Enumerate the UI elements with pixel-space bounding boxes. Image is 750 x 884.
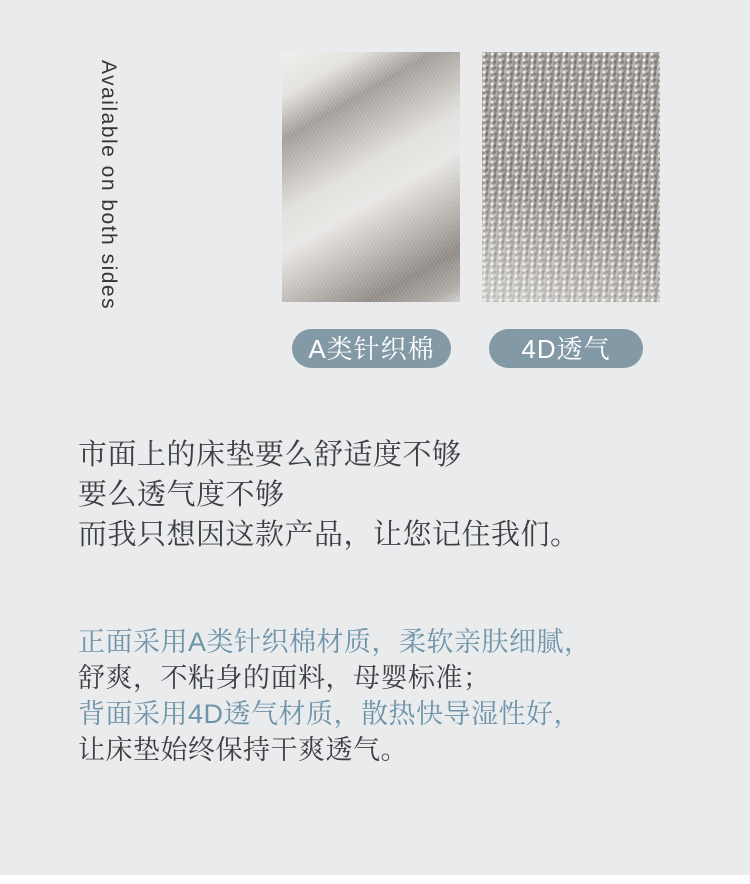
bottom-divider	[0, 875, 750, 884]
intro-line-2: 要么透气度不够	[78, 479, 285, 511]
detail-line-back-material: 背面采用4D透气材质，散热快导湿性好，	[78, 699, 582, 729]
knit-cotton-fabric-photo	[282, 52, 460, 302]
intro-line-3: 而我只想因这款产品，让您记住我们。	[78, 519, 580, 551]
intro-paragraph	[78, 435, 580, 555]
intro-line-1: 市面上的床垫要么舒适度不够	[78, 439, 462, 471]
detail-line-back-benefit: 让床垫始终保持干爽透气。	[78, 735, 408, 765]
side-caption-vertical-text: Available on both sides	[97, 60, 120, 311]
detail-line-front-benefit: 舒爽，不粘身的面料，母婴标准；	[78, 663, 491, 693]
badge-4d-breathable: 4D透气	[489, 329, 643, 368]
detail-line-front-material: 正面采用A类针织棉材质，柔软亲肤细腻，	[78, 627, 592, 657]
details-paragraph	[78, 624, 592, 768]
mesh-fabric-photo	[482, 52, 660, 302]
badge-knit-cotton: A类针织棉	[292, 329, 451, 368]
